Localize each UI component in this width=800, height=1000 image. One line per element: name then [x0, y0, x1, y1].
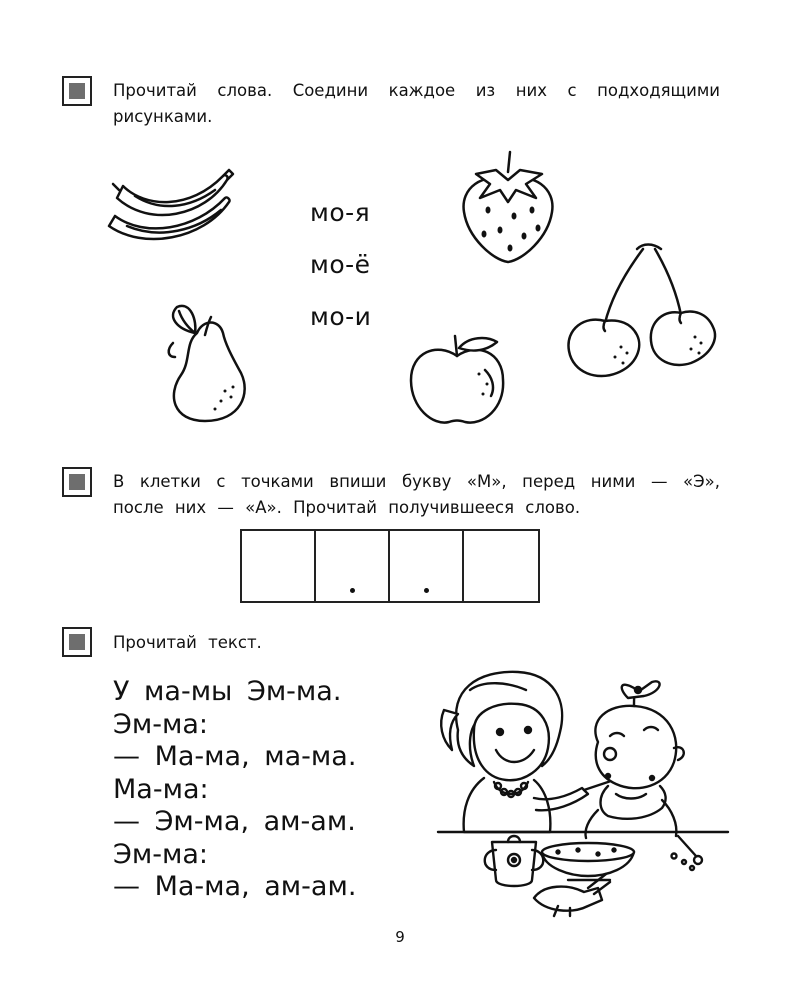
story-line: — Эм-ма, ам-ам.	[113, 806, 356, 837]
story-line: Эм-ма:	[113, 838, 208, 870]
cherries-picture	[565, 243, 725, 383]
page-number: 9	[395, 928, 405, 946]
cell-dot	[424, 588, 429, 593]
task-marker-3	[62, 627, 92, 657]
letter-cell-1[interactable]	[242, 531, 316, 601]
bananas-picture	[105, 168, 235, 248]
story-line: Эм-ма:	[113, 708, 208, 740]
story-line: — Ма-ма, ма-ма.	[113, 741, 357, 772]
mother-feeding-baby-illustration	[438, 670, 728, 915]
letter-cells	[240, 529, 540, 603]
pear-picture	[155, 303, 255, 425]
task1-instruction: Прочитай слова. Соедини каждое из них с подходящими рисунками.	[113, 81, 720, 126]
story-line: Ма-ма:	[113, 773, 209, 805]
story-line: У ма-мы Эм-ма.	[113, 676, 342, 707]
syllable-moyo: мо-ё	[310, 250, 371, 279]
task3-instruction: Прочитай текст.	[113, 633, 262, 652]
letter-cell-2[interactable]	[316, 531, 390, 601]
strawberry-picture	[458, 150, 558, 265]
letter-cell-4[interactable]	[464, 531, 538, 601]
syllable-moya: мо-я	[310, 198, 371, 227]
cell-dot	[350, 588, 355, 593]
letter-cell-3[interactable]	[390, 531, 464, 601]
task-marker-1	[62, 76, 92, 106]
story-line: — Ма-ма, ам-ам.	[113, 871, 357, 902]
apple-picture	[407, 334, 512, 429]
task2-instruction: В клетки с точками впиши букву «М», перед ними — «Э», после них — «А». Прочитай получившееся слово.	[113, 472, 720, 517]
task-marker-2	[62, 467, 92, 497]
story-text	[113, 676, 356, 904]
syllable-moi: мо-и	[310, 302, 372, 331]
